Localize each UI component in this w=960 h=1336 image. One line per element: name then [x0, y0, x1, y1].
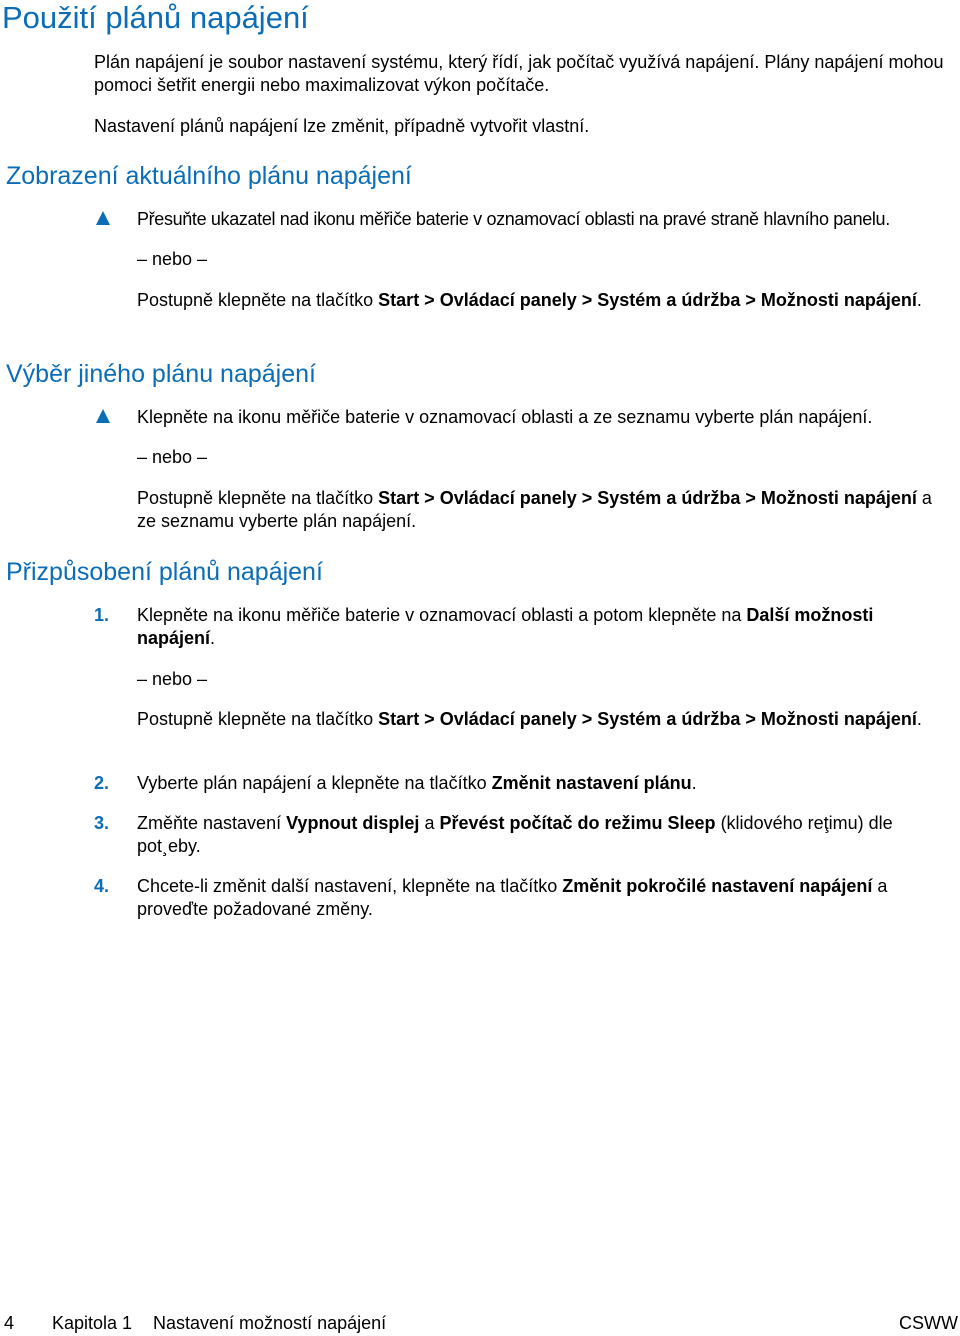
alt-text-post: a ze seznamu vyberte plán napájení. [137, 488, 932, 531]
customize-step-1 [137, 604, 952, 650]
other-step: Klepněte na ikonu měřiče baterie v oznamovací oblasti a ze seznamu vyberte plán napájení. [137, 407, 873, 427]
triangle-bullet-icon [96, 211, 110, 225]
step-number: 3. [94, 813, 110, 833]
menu-path: Start > Ovládací panely > Systém a údržba > Možnosti napájení [378, 709, 917, 729]
alt-text-pre: Postupně klepněte na tlačítko [137, 488, 379, 508]
separator-or-2: – nebo – [137, 447, 208, 467]
intro-paragraph-1: Plán napájení je soubor nastavení systému, který řídí, jak počítač využívá napájení. Plány napájení mohou pomoci šetřit energii nebo maximalizovat výkon počítače. [94, 52, 944, 95]
alt-text-pre: Postupně klepněte na tlačítko [137, 290, 379, 310]
customize-step-3 [137, 812, 952, 858]
customize-step-4 [137, 875, 952, 921]
step-bold: Změnit pokročilé nastavení napájení [562, 876, 873, 896]
step-bold: Změnit nastavení plánu [491, 773, 692, 793]
step-bold-2: Převést počítač do režimu Sleep [439, 813, 716, 833]
step-text-post: . [691, 773, 697, 793]
menu-path: Start > Ovládací panely > Systém a údržba > Možnosti napájení [378, 290, 917, 310]
customize-alt-step [137, 708, 952, 731]
intro-paragraph-2: Nastavení plánů napájení lze změnit, případně vytvořit vlastní. [94, 116, 590, 136]
heading-other-plan: Výběr jiného plánu napájení [6, 360, 316, 388]
triangle-bullet-icon [96, 409, 110, 423]
footer-chapter-title: Nastavení možností napájení [153, 1313, 387, 1333]
step-number: 1. [94, 605, 110, 625]
step-text-mid: a [419, 813, 440, 833]
other-alt-step [137, 487, 952, 533]
step-bold: Další možnosti napájení [137, 605, 874, 648]
alt-text-pre: Postupně klepněte na tlačítko [137, 709, 379, 729]
separator-or-1: – nebo – [137, 249, 208, 269]
heading-customize-plans: Přizpůsobení plánů napájení [6, 558, 323, 586]
heading-current-plan: Zobrazení aktuálního plánu napájení [6, 162, 412, 190]
step-text-post: . [210, 628, 216, 648]
current-step: Přesuňte ukazatel nad ikonu měřiče baterie v oznamovací oblasti na pravé straně hlavního panelu. [137, 209, 890, 229]
step-bold: Vypnout displej [286, 813, 420, 833]
customize-step-2 [137, 772, 952, 795]
step-text: Chcete-li změnit další nastavení, klepněte na tlačítko [137, 876, 563, 896]
current-alt-step [137, 289, 952, 312]
footer-chapter: Kapitola 1 [52, 1313, 133, 1333]
separator-or-3: – nebo – [137, 669, 208, 689]
menu-path: Start > Ovládací panely > Systém a údržba > Možnosti napájení [378, 488, 917, 508]
alt-text-post: . [916, 709, 922, 729]
page-title: Použití plánů napájení [2, 0, 309, 35]
step-text: Změňte nastavení [137, 813, 287, 833]
step-text: Vyberte plán napájení a klepněte na tlačítko [137, 773, 492, 793]
step-text-post: (klidového reţimu) dle pot¸eby. [137, 813, 893, 856]
footer-page-number: 4 [4, 1313, 15, 1333]
step-number: 4. [94, 876, 110, 896]
step-text-post: a proveďte požadované změny. [137, 876, 888, 919]
footer-code: CSWW [899, 1313, 958, 1333]
step-text: Klepněte na ikonu měřiče baterie v oznamovací oblasti a potom klepněte na [137, 605, 747, 625]
alt-text-post: . [916, 290, 922, 310]
step-number: 2. [94, 773, 110, 793]
